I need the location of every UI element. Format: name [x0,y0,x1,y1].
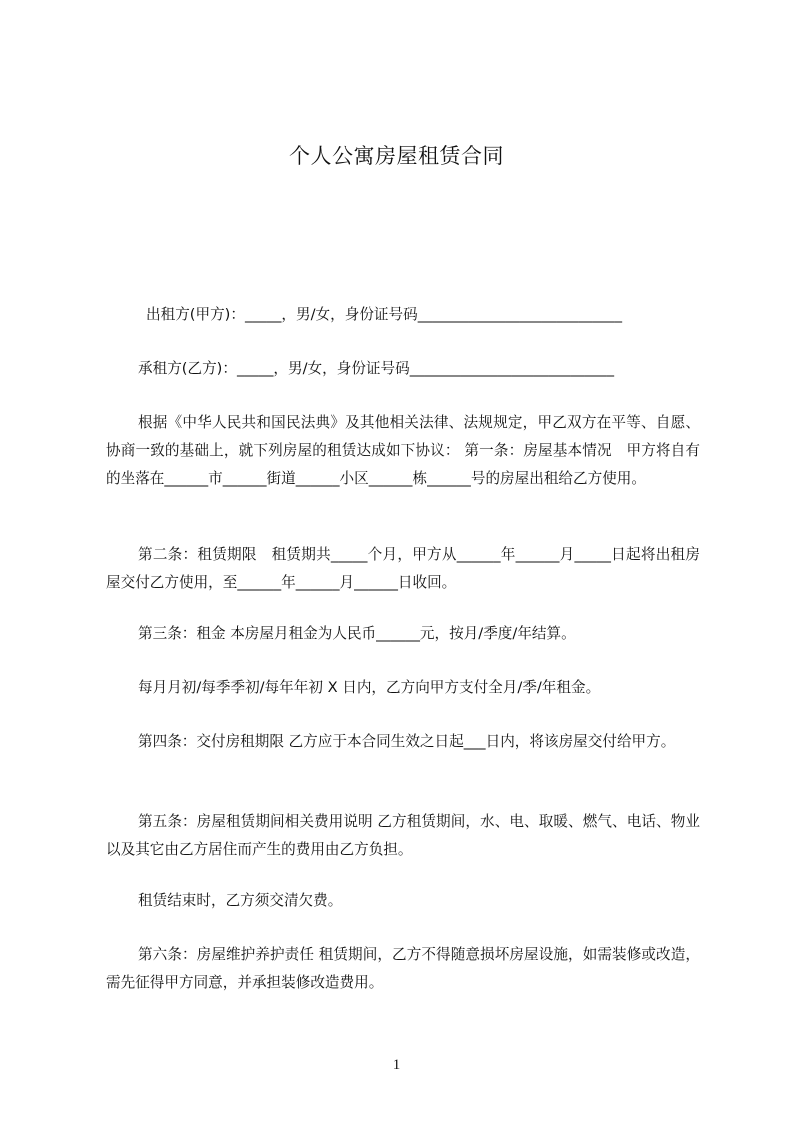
rent-payment-paragraph: 每月月初/每季季初/每年年初 X 日内，乙方向甲方支付全月/季/年租金。 [138,678,601,696]
rent-paragraph: 第三条：租金 本房屋月租金为人民币______元，按月/季度/年结算。 [138,624,576,642]
lessee-paragraph: 承租方(乙方)：_____，男/女，身份证号码____________________________ [138,359,615,377]
lease-term-paragraph: 第二条：租赁期限 租赁期共_____个月，甲方从______年______月_____日起将出租房屋交付乙方使用，至______年______月______日收回。 [106,545,700,591]
lessor-paragraph: 出租方(甲方)：_____，男/女，身份证号码____________________________ [146,305,623,323]
settlement-paragraph: 租赁结束时，乙方须交清欠费。 [138,891,343,909]
delivery-paragraph: 第四条：交付房租期限 乙方应于本合同生效之日起___日内，将该房屋交付给甲方。 [138,732,676,750]
maintenance-paragraph: 第六条：房屋维护养护责任 租赁期间，乙方不得随意损坏房屋设施，如需装修或改造，需先征得甲方同意，并承担装修改造费用。 [106,945,700,991]
fees-paragraph: 第五条：房屋租赁期间相关费用说明 乙方租赁期间，水、电、取暖、燃气、电话、物业以及其它由乙方居住而产生的费用由乙方负担。 [106,812,700,858]
document-title: 个人公寓房屋租赁合同 [289,144,504,168]
legal-basis-paragraph: 根据《中华人民共和国民法典》及其他相关法律、法规规定，甲乙双方在平等、自愿、协商一致的基础上，就下列房屋的租赁达成如下协议： 第一条：房屋基本情况 甲方将自有的坐落在______市______街道______小区______栋______号的房屋出租给乙方使用。 [106,413,700,487]
page-number: 1 [392,1057,401,1073]
